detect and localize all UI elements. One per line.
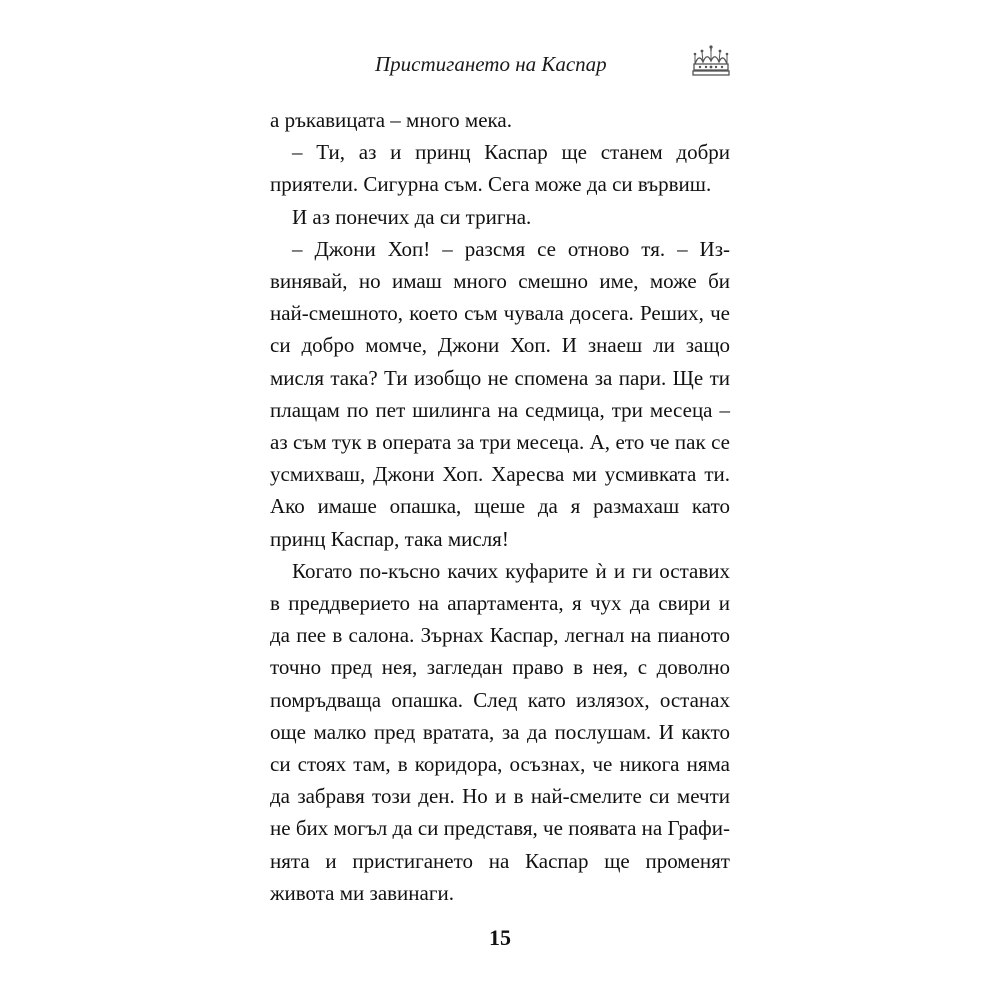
paragraph: – Ти, аз и принц Каспар ще станем добри приятели. Сигурна съм. Сега може да си вървиш. bbox=[270, 140, 730, 197]
paragraph: – Джони Хоп! – разсмя се отново тя. – Извинявай, но имаш много смешно име, може би най-смешното, което съм чувала досега. Реших, че си добро момче, Джони Хоп. И знаеш ли защо мисля така? Ти изобщо не спомена за пари. Ще ти плащам по пет шилинга на седмица, три месеца – аз съм тук в операта за три месеца. А, ето че пак се усмихваш, Джони Хоп. Харесва ми усмивката ти. Ако имаше опашка, щеше да я размахаш като принц Каспар, така мисля! bbox=[270, 236, 730, 551]
body-text bbox=[270, 104, 730, 909]
page-number: 15 bbox=[489, 925, 511, 950]
paragraph: Когато по-късно качих куфарите ѝ и ги оставих в преддверието на апартамента, я чух да свири и да пее в салона. Зърнах Каспар, легнал на пианото точно пред нея, загледан право в нея, с доволно помръдваща опашка. След като излязох, останах още малко пред вратата, за да послушам. И както си стоях там, в коридора, осъзнах, че никога няма да забравя този ден. Но и в най-смелите си мечти не бих могъл да си представя, че появата на Графинята и пристигането на Каспар ще променят живота ми завинаги. bbox=[270, 558, 730, 905]
running-header bbox=[330, 44, 670, 84]
chapter-title: Пристигането на Каспар bbox=[375, 52, 607, 76]
paragraph: И аз понечих да си тригна. bbox=[292, 204, 532, 229]
paragraph: а ръкавицата – много мека. bbox=[270, 108, 512, 132]
crown-icon bbox=[691, 44, 731, 78]
